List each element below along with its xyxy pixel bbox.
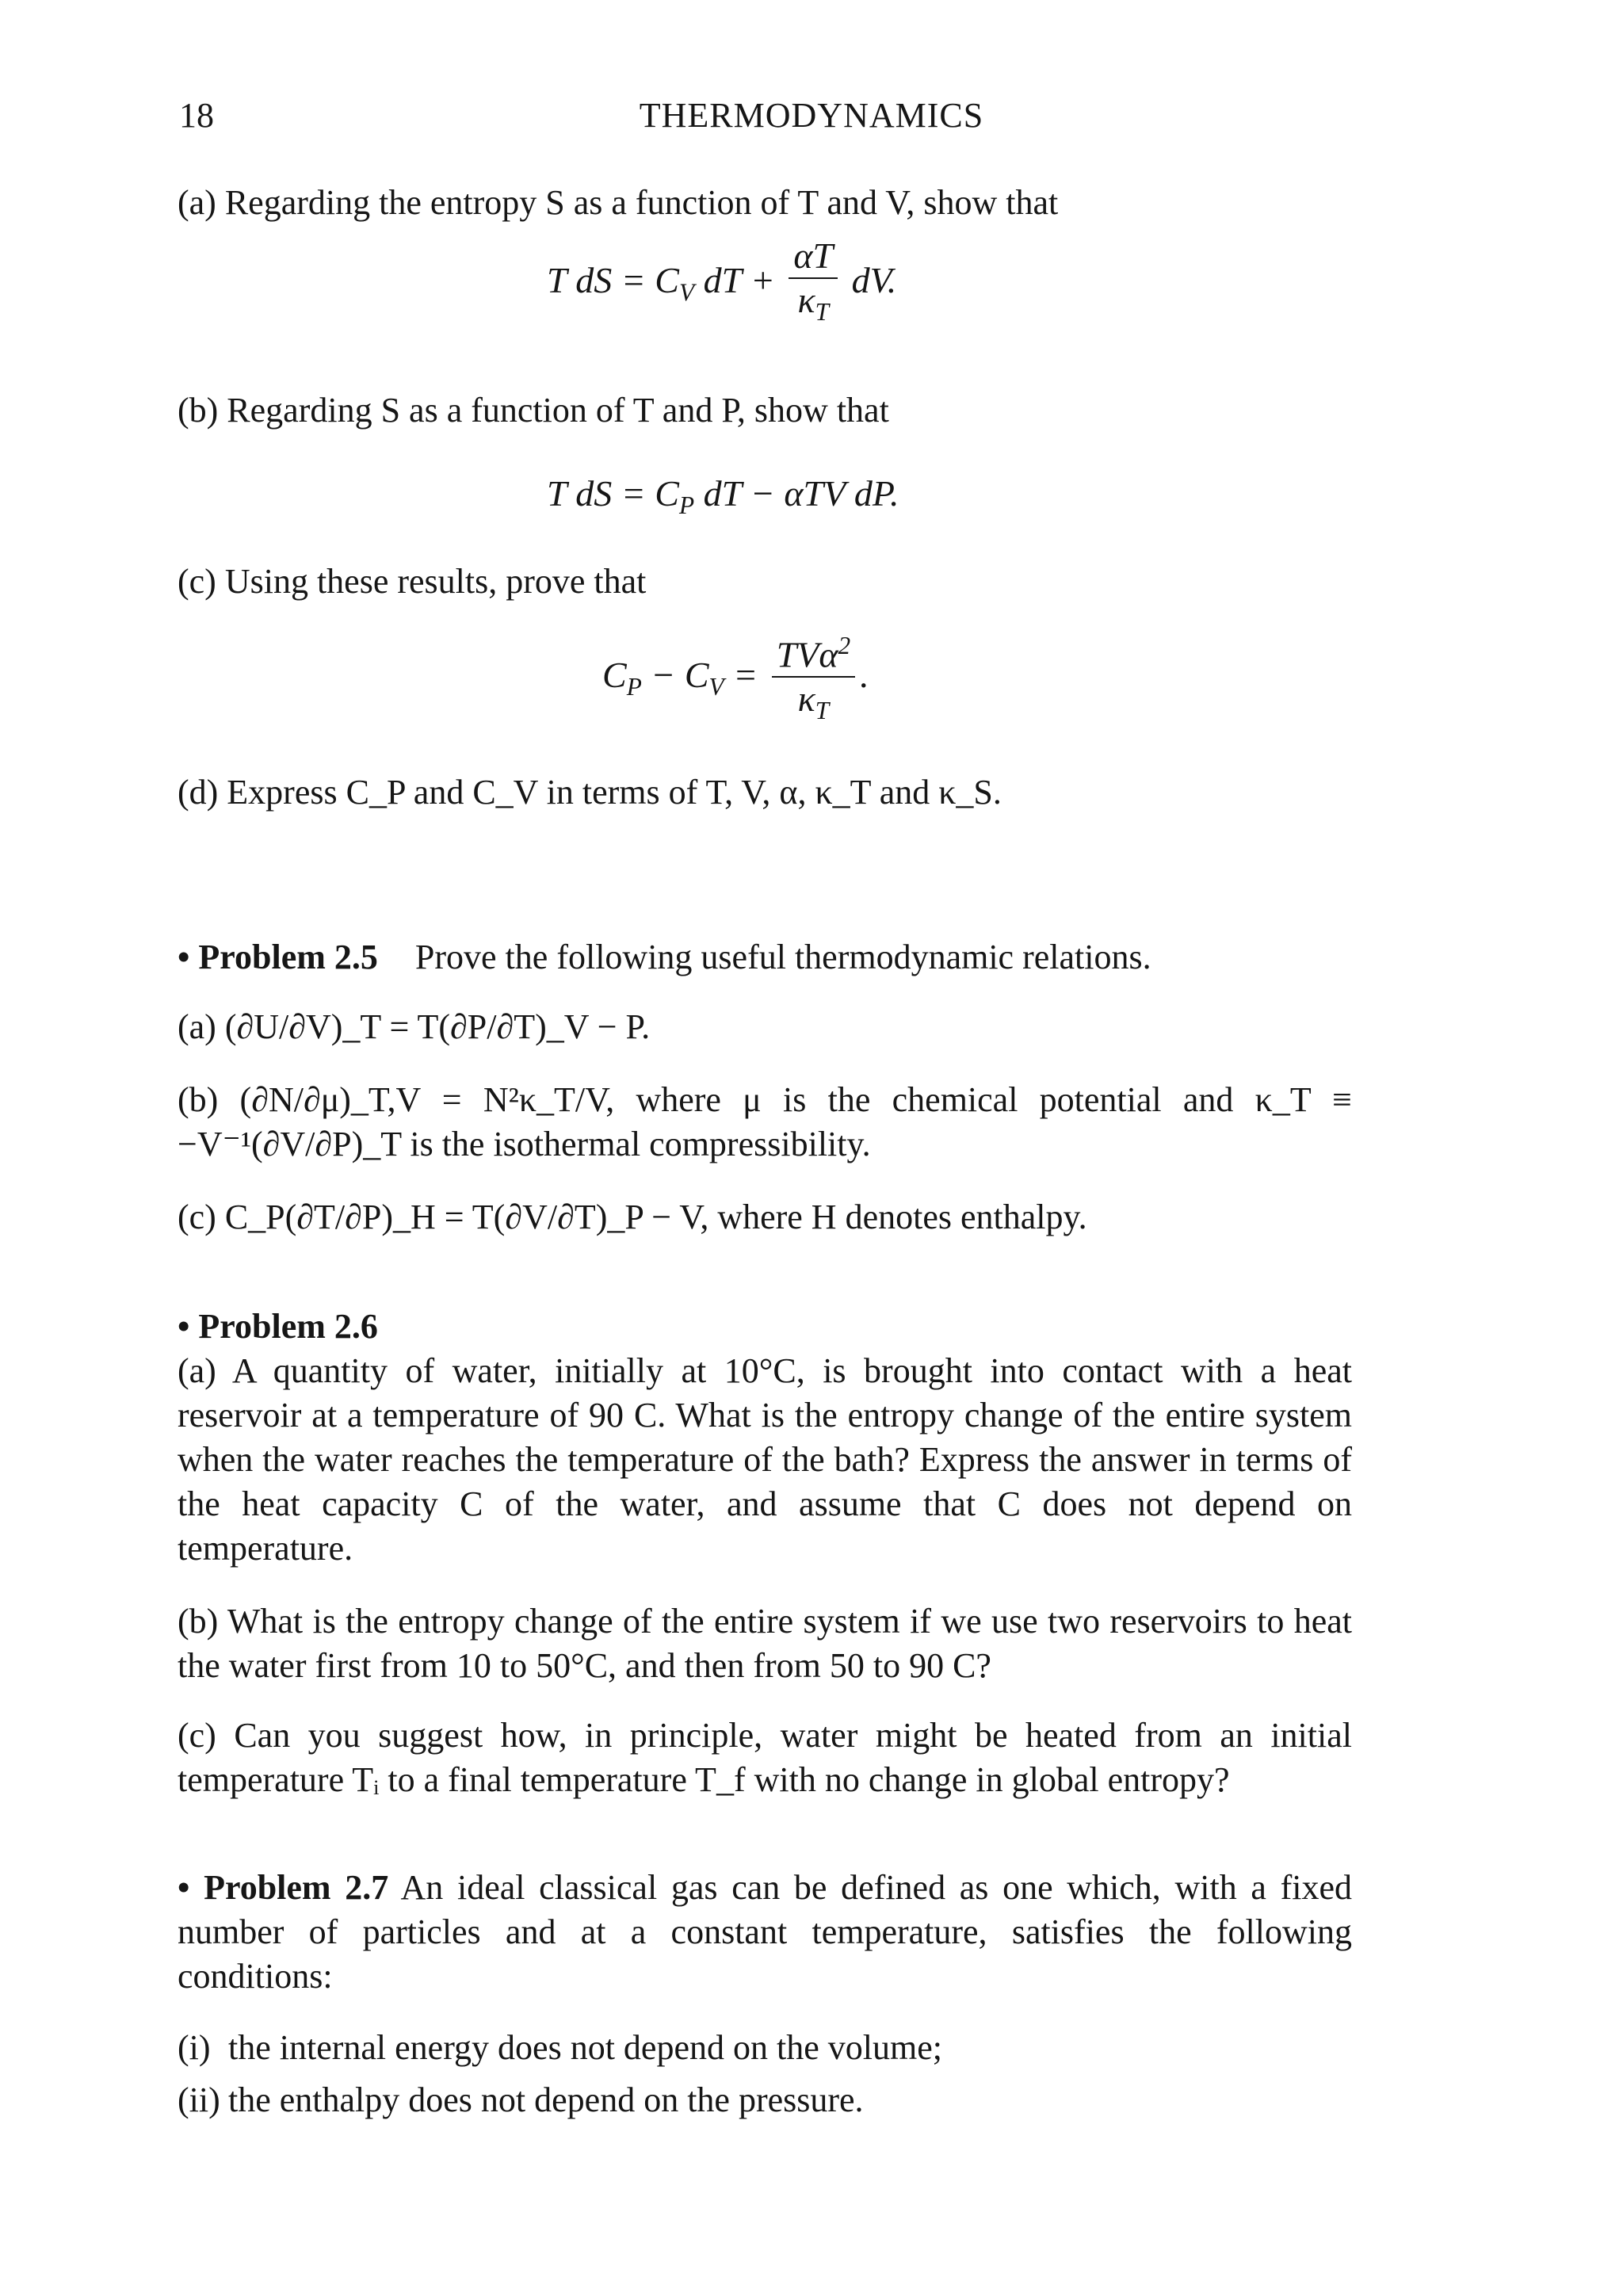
problem-2-6-heading: [178, 1305, 378, 1349]
problem-2-6-a: (a) A quantity of water, initially at 10°C, is brought into contact with a heat reservoir at a temperature of 90 C. What is the entropy change of the entire system when the water reaches the temperature of the bath? Express the answer in terms of the heat capacity C of the water, and assume that C does not depend on temperature.: [178, 1351, 1352, 1568]
part-b-text: (b) Regarding S as a function of T and P, show that: [178, 391, 889, 430]
list-item-text: the enthalpy does not depend on the pressure.: [228, 2080, 864, 2119]
problem-intro: Prove the following useful thermodynamic relations.: [414, 938, 1151, 976]
problem-2-5-a: (a) (∂U/∂V)_T = T(∂P/∂T)_V − P.: [178, 1007, 651, 1046]
equation-tds-cp: T dS = $C_P$ dT − αTV dP.: [547, 473, 899, 520]
list-marker: (i): [178, 2028, 211, 2067]
equation-tds-cv: T dS = $C_V$ dT + $\frac{\alpha T}{\kappa_T}$ dV.: [547, 235, 896, 334]
problem-2-6-c: (c) Can you suggest how, in principle, water might be heated from an initial temperature Tᵢ to a final temperature T_f with no change in global entropy?: [178, 1716, 1352, 1799]
condition-ii: [178, 2078, 864, 2122]
running-title: THERMODYNAMICS: [639, 96, 984, 135]
problem-2-5-b-line2: −V⁻¹(∂V/∂P)_T is the isothermal compressibility.: [178, 1125, 871, 1163]
part-c-text: (c) Using these results, prove that: [178, 562, 647, 601]
problem-intro: An ideal classical gas can be defined as one which, with a fixed number of particles and at a constant temperature, satisfies the following conditions:: [178, 1868, 1352, 1996]
problem-label: Problem 2.5: [198, 938, 378, 976]
problem-label: Problem 2.6: [198, 1307, 378, 1346]
equation-cp-minus-cv: $C_P - C_V$ = $\frac{TV\alpha^2}{\kappa_T}$ .: [602, 625, 869, 733]
problem-2-5-heading: [178, 935, 1151, 980]
bullet-icon: •: [178, 1307, 190, 1346]
bullet-icon: •: [178, 938, 190, 976]
page-number: 18: [179, 96, 214, 135]
part-d-text: (d) Express C_P and C_V in terms of T, V, α, κ_T and κ_S.: [178, 773, 1002, 812]
problem-2-5-c: (c) C_P(∂T/∂P)_H = T(∂V/∂T)_P − V, where H denotes enthalpy.: [178, 1198, 1087, 1236]
condition-i: [178, 2026, 942, 2070]
fraction-tv-alpha-squared: $\frac{TV\alpha^2}{\kappa_T}$: [772, 625, 855, 733]
fraction-alpha-t-over-kappa: $\frac{\alpha T}{\kappa_T}$: [789, 235, 838, 334]
problem-label: Problem 2.7: [204, 1868, 389, 1907]
bullet-icon: •: [178, 1868, 190, 1907]
list-item-text: the internal energy does not depend on the volume;: [228, 2028, 942, 2067]
problem-2-7: [178, 1866, 1352, 1999]
list-marker: (ii): [178, 2080, 220, 2119]
problem-2-6-b: (b) What is the entropy change of the entire system if we use two reservoirs to heat the water first from 10 to 50°C, and then from 50 to 90 C?: [178, 1602, 1352, 1685]
part-a-text: (a) Regarding the entropy S as a function of T and V, show that: [178, 183, 1059, 222]
problem-2-5-b-line1: (b) (∂N/∂μ)_T,V = N²κ_T/V, where μ is the chemical potential and κ_T ≡: [178, 1080, 1352, 1119]
